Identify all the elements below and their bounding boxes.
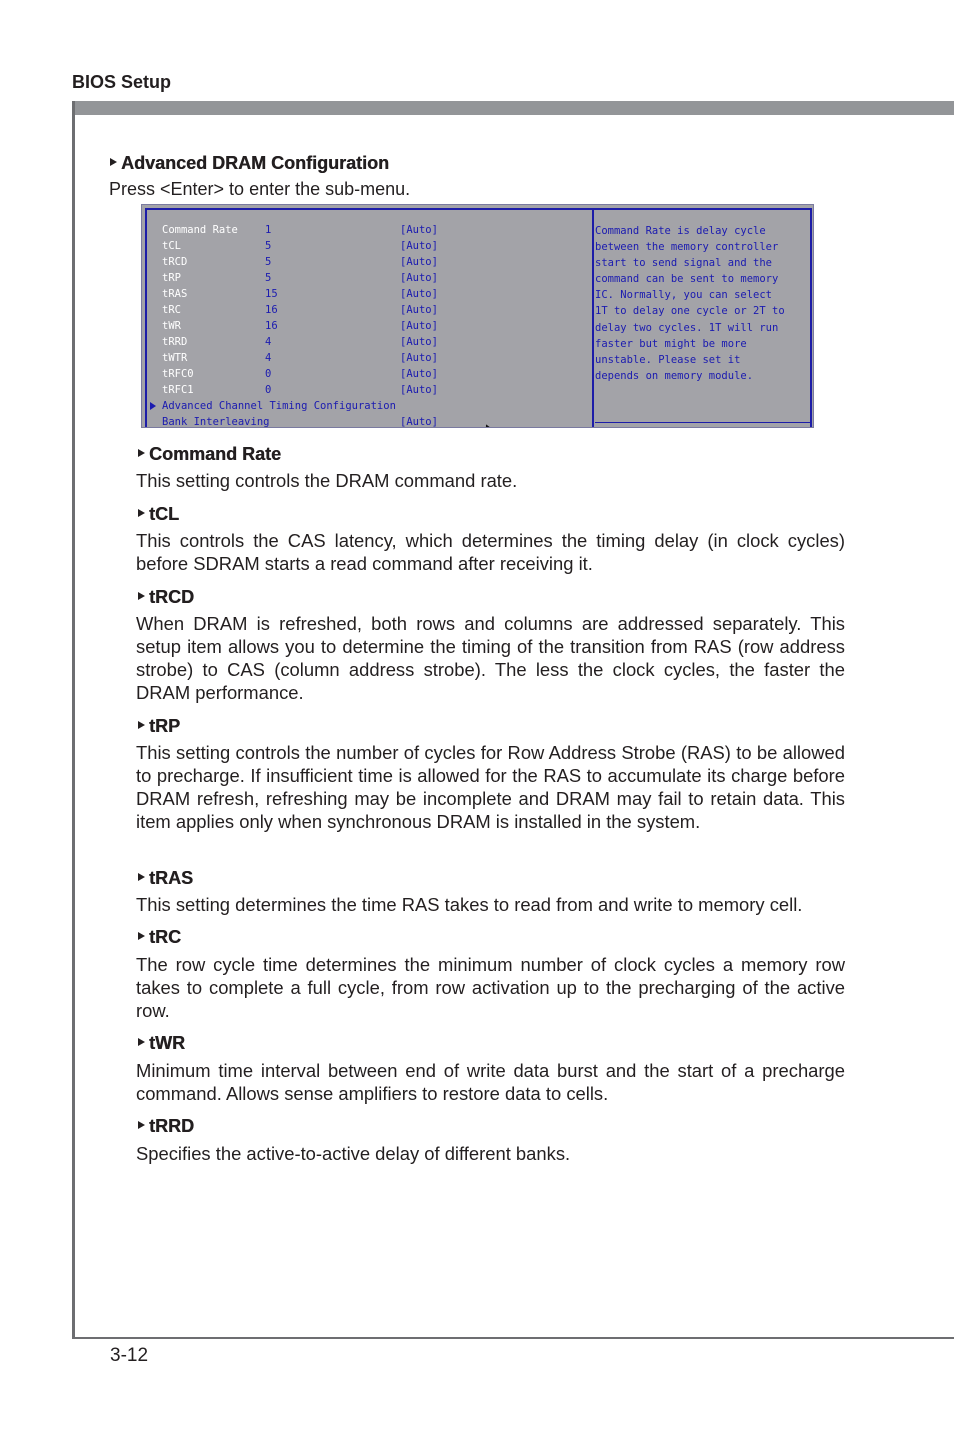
bios-row-name: tRRD (162, 336, 188, 348)
item-description: The row cycle time determines the minimum number of clock cycles a memory row takes to complete a full cycle, from row activation up to the precharging of the active row. (136, 954, 845, 1021)
item-heading-trcd (138, 587, 194, 608)
bios-row-value: 15 (265, 288, 278, 300)
bios-row-value: 5 (265, 240, 272, 252)
bios-row-value: 5 (265, 272, 272, 284)
bios-row-value: 5 (265, 256, 272, 268)
item-heading-text: Command Rate (149, 444, 282, 464)
bullet-triangle-icon (138, 592, 145, 600)
bios-divider (592, 210, 594, 428)
item-description: Specifies the active-to-active delay of different banks. (136, 1143, 571, 1164)
bios-row-option[interactable]: [Auto] (400, 352, 438, 364)
bios-row-option[interactable]: [Auto] (400, 304, 438, 316)
bullet-triangle-icon (138, 509, 145, 517)
item-heading-text: tCL (149, 504, 179, 524)
item-heading-command-rate (138, 444, 281, 465)
item-description: This setting determines the time RAS takes to read from and write to memory cell. (136, 894, 803, 915)
bios-row-name: tWR (162, 320, 181, 332)
item-heading-text: tRAS (149, 868, 193, 888)
bios-frame (145, 208, 812, 428)
bios-row-value: 4 (265, 352, 272, 364)
page-header-title: BIOS Setup (72, 72, 172, 92)
bios-row-name: tRC (162, 304, 181, 316)
bios-row-value: 0 (265, 368, 272, 380)
section-heading (110, 153, 389, 174)
section-heading-text: Advanced DRAM Configuration (121, 153, 389, 173)
section-intro: Press <Enter> to enter the sub-menu. (109, 179, 411, 199)
item-description: Minimum time interval between end of write data burst and the start of a precharge command. Allows sense amplifiers to restore data to cells. (136, 1060, 845, 1104)
bios-row-name: tRFC0 (162, 368, 194, 380)
bullet-triangle-icon (138, 1038, 145, 1046)
bios-row-name: tRAS (162, 288, 188, 300)
bios-row-name: tRCD (162, 256, 188, 268)
bios-help-text: Command Rate is delay cycle between the memory controller start to send signal and the command can be sent to memory IC. Normally, you can select 1T to delay one cycle or 2T to delay two cycles. 1T will run faster but might be more unstable. Please set it depends on memory module. (595, 225, 785, 382)
item-heading-trrd (138, 1116, 194, 1137)
item-heading-tras (138, 868, 193, 889)
item-heading-text: tRP (149, 716, 180, 736)
bios-row-value: 16 (265, 320, 278, 332)
bios-help-separator (595, 422, 811, 423)
bullet-triangle-icon (138, 1121, 145, 1129)
bios-row-option[interactable]: [Auto] (400, 336, 438, 348)
submenu-arrow-icon (150, 402, 156, 410)
bios-row-option[interactable]: [Auto] (400, 272, 438, 284)
bios-row-option[interactable]: [Auto] (400, 240, 438, 252)
bios-row-option[interactable]: [Auto] (400, 320, 438, 332)
bios-screen (141, 204, 814, 428)
bios-row-name: Command Rate (162, 224, 238, 236)
left-rule (72, 101, 75, 1339)
bios-row-option[interactable]: [Auto] (400, 368, 438, 380)
item-heading-trc (138, 927, 181, 948)
item-heading-twr (138, 1033, 185, 1054)
bios-submenu-label: Advanced Channel Timing Configuration (162, 400, 396, 412)
bullet-triangle-icon (138, 873, 145, 881)
item-heading-tcl (138, 504, 179, 525)
item-heading-text: tWR (149, 1033, 185, 1053)
bios-row-value: 0 (265, 384, 272, 396)
bios-row-option[interactable]: [Auto] (400, 416, 438, 428)
bios-row-name: Bank Interleaving (162, 416, 270, 428)
bios-row-option[interactable]: [Auto] (400, 256, 438, 268)
item-description: This setting controls the number of cycles for Row Address Strobe (RAS) to be allowed to precharge. If insufficient time is allowed for the RAS to accumulate its charge before DRAM refresh, refreshing may be incomplete and DRAM may fail to retain data. This item applies only when synchronous DRAM is installed in the system. (136, 742, 845, 832)
page-number: 3-12 (110, 1345, 149, 1366)
bios-row-value: 4 (265, 336, 272, 348)
item-description: This setting controls the DRAM command rate. (136, 470, 518, 491)
item-heading-text: tRCD (149, 587, 194, 607)
bullet-triangle-icon (138, 932, 145, 940)
bios-row-value: 16 (265, 304, 278, 316)
bios-row-option[interactable]: [Auto] (400, 384, 438, 396)
item-heading-trp (138, 716, 180, 737)
bios-row-name: tWTR (162, 352, 188, 364)
mouse-cursor-icon (482, 422, 495, 428)
bullet-triangle-icon (138, 721, 145, 729)
bios-row-option[interactable]: [Auto] (400, 288, 438, 300)
item-description: When DRAM is refreshed, both rows and columns are addressed separately. This setup item allows you to determine the timing of the transition from RAS (row address strobe) to CAS (column address strobe). The less the clock cycles, the faster the DRAM performance. (136, 613, 845, 703)
item-description: This controls the CAS latency, which determines the timing delay (in clock cycles) before SDRAM starts a read command after receiving it. (136, 530, 845, 574)
bios-row-name: tRP (162, 272, 181, 284)
header-bar (72, 101, 954, 115)
bullet-triangle-icon (110, 158, 117, 166)
item-heading-text: tRC (149, 927, 181, 947)
bios-row-value: 1 (265, 224, 272, 236)
bullet-triangle-icon (138, 449, 145, 457)
item-heading-text: tRRD (149, 1116, 194, 1136)
bottom-rule (72, 1337, 954, 1339)
bios-row-option[interactable]: [Auto] (400, 224, 438, 236)
bios-row-name: tRFC1 (162, 384, 194, 396)
bios-row-name: tCL (162, 240, 181, 252)
